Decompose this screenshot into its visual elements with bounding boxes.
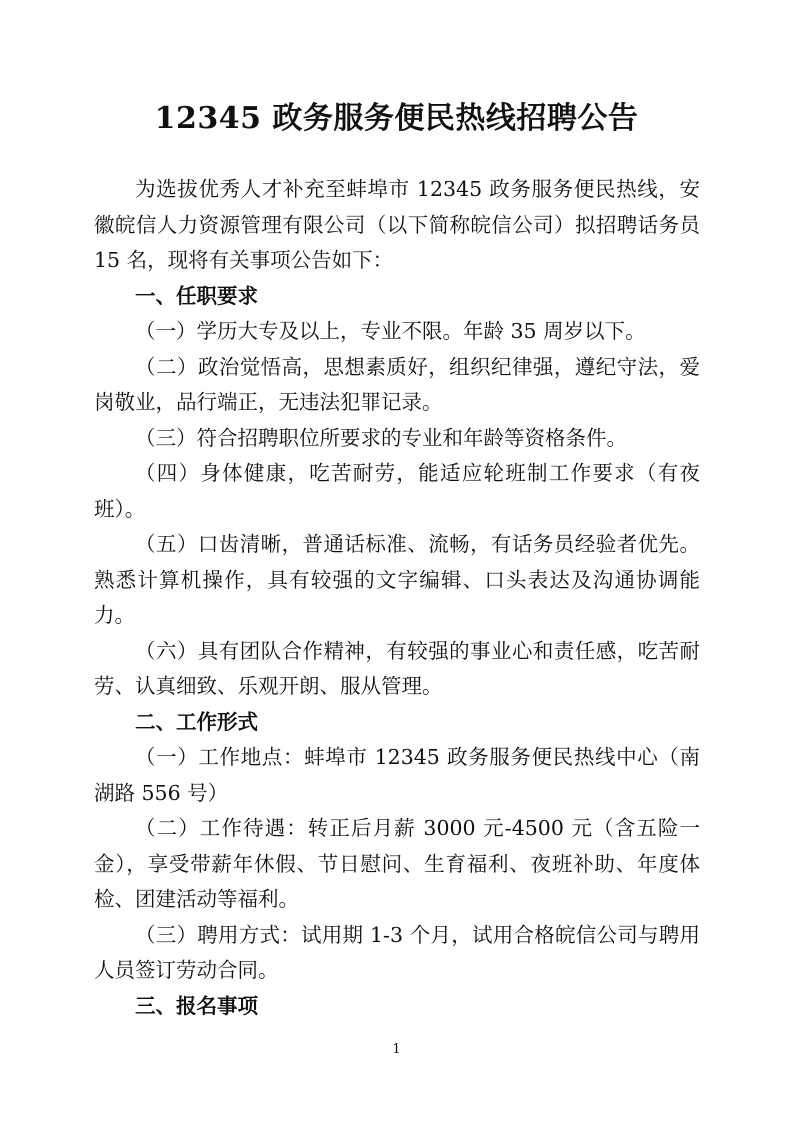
requirement-item: （一）学历大专及以上，专业不限。年龄 35 周岁以下。 xyxy=(135,319,646,343)
work-form-item: （二）工作待遇：转正后月薪 3000 元-4500 元（含五险一金），享受带薪年休假、节日慰问、生育福利、夜班补助、年度体检、团建活动等福利。 xyxy=(94,816,700,911)
intro-paragraph: 为选拔优秀人才补充至蚌埠市 12345 政务服务便民热线，安徽皖信人力资源管理有限公司（以下简称皖信公司）拟招聘话务员 15 名，现将有关事项公告如下： xyxy=(94,177,700,272)
section-heading-work-form: 二、工作形式 xyxy=(135,709,258,734)
document-title: 12345 政务服务便民热线招聘公告 xyxy=(154,101,639,136)
section-heading-registration: 三、报名事项 xyxy=(135,993,258,1018)
requirement-item: （四）身体健康，吃苦耐劳，能适应轮班制工作要求（有夜班）。 xyxy=(94,461,700,521)
requirement-item: （五）口齿清晰，普通话标准、流畅，有话务员经验者优先。熟悉计算机操作，具有较强的文字编辑、口头表达及沟通协调能力。 xyxy=(94,532,700,627)
document-body xyxy=(94,172,700,1024)
section-heading-requirements: 一、任职要求 xyxy=(135,283,258,308)
work-form-item: （一）工作地点：蚌埠市 12345 政务服务便民热线中心（南湖路 556 号） xyxy=(94,745,700,805)
requirement-item: （六）具有团队合作精神，有较强的事业心和责任感，吃苦耐劳、认真细致、乐观开朗、服从管理。 xyxy=(94,638,700,698)
work-form-item: （三）聘用方式：试用期 1-3 个月，试用合格皖信公司与聘用人员签订劳动合同。 xyxy=(94,922,700,982)
requirement-item: （三）符合招聘职位所要求的专业和年龄等资格条件。 xyxy=(135,425,627,450)
page-number: 1 xyxy=(392,1042,401,1057)
requirement-item: （二）政治觉悟高，思想素质好，组织纪律强，遵纪守法，爱岗敬业，品行端正，无违法犯罪记录。 xyxy=(94,354,700,414)
